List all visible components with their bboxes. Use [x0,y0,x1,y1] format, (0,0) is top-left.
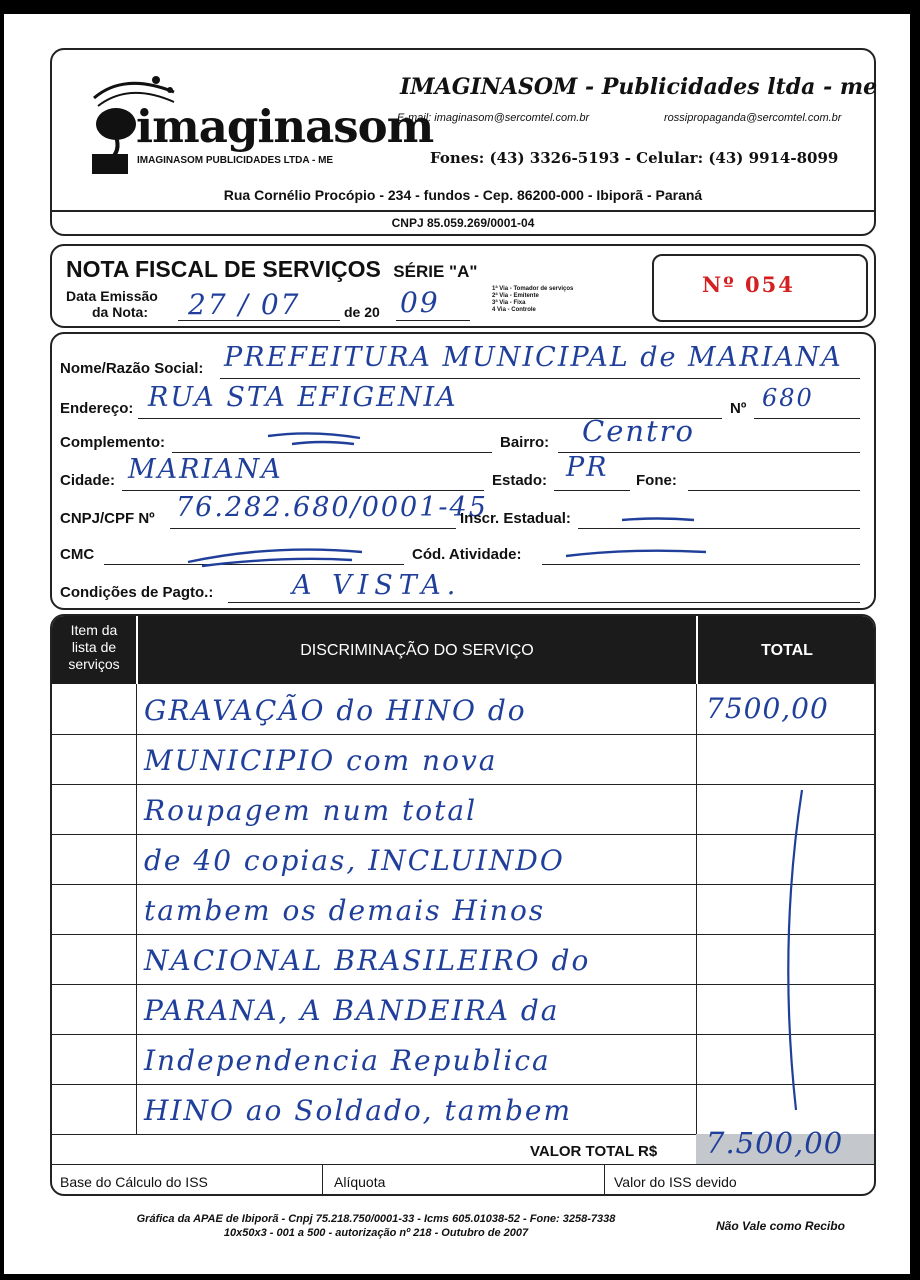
address-number-value: 680 [762,384,814,412]
cmc-label: CMC [60,546,95,563]
cnpj-cpf-label: CNPJ/CPF Nº [60,510,155,527]
copies-legend: 1ª Via - Tomador de serviços 2ª Via - Emitente 3ª Via - Fixa 4 Via - Controle [492,286,574,313]
invoice-title [66,256,477,283]
customer-name-value: PREFEITURA MUNICIPAL de MARIANA [224,342,843,373]
service-total-value: 7500,00 [706,692,829,725]
issue-date-value: 27 / 07 [188,288,301,321]
complement-label: Complemento: [60,434,165,451]
activity-code-label: Cód. Atividade: [412,546,522,563]
col-total-header: TOTAL [761,642,813,659]
state-registration-label: Inscr. Estadual: [460,510,571,527]
description-line: MUNICIPIO com nova [144,744,498,777]
header-divider [52,210,874,212]
invoice-number: Nº 054 [702,272,795,297]
invoice-title-box [50,244,876,328]
address-value: RUA STA EFIGENIA [148,382,458,413]
total-amount-value: 7.500,00 [706,1126,844,1160]
address-number-label: Nº [730,400,747,417]
not-valid-receipt: Não Vale como Recibo [716,1219,845,1233]
cnpj-cpf-value: 76.282.680/0001-45 [176,492,488,523]
printer-info: Gráfica da APAE de Ibiporã - Cnpj 75.218.750/0001-33 - Icms 605.01038-52 - Fone: 3258-7338 10x50x3 - 001 a 500 - autorização nº 218 - Outubro de 2007 [136,1213,616,1239]
description-line: PARANA, A BANDEIRA da [144,994,560,1027]
col-description-header: DISCRIMINAÇÃO DO SERVIÇO [300,642,534,659]
district-value: Centro [582,414,696,448]
company-address: Rua Cornélio Procópio - 234 - fundos - Cep. 86200-000 - Ibiporã - Paraná [223,187,703,203]
iss-base-label: Base do Cálculo do ISS [60,1174,208,1190]
phone-label: Fone: [636,472,677,489]
state-registration-dash [618,512,698,526]
logo-wordmark: imaginasom [136,100,434,153]
company-header [50,48,876,236]
total-amount-label: VALOR TOTAL R$ [530,1143,658,1160]
payment-terms-label: Condições de Pagto.: [60,584,214,601]
district-label: Bairro: [500,434,550,451]
city-label: Cidade: [60,472,116,489]
service-description [144,686,694,1136]
issue-year-value: 09 [400,286,440,319]
logo-subtitle: IMAGINASOM PUBLICIDADES LTDA - ME [137,155,334,166]
invoice-series: SÉRIE "A" [393,262,478,281]
issue-year-label: de 20 [344,304,380,320]
state-value: PR [566,452,609,483]
address-label: Endereço: [60,400,134,417]
invoice-title-text: NOTA FISCAL DE SERVIÇOS [66,256,381,282]
company-phones: Fones: (43) 3326-5193 - Celular: (43) 9914-8099 [430,149,839,167]
cmc-dash [182,542,372,568]
payment-terms-value: A VISTA. [292,570,462,601]
description-line: tambem os demais Hinos [144,894,546,927]
customer-box [50,332,876,610]
services-table [50,614,876,1196]
total-column-bracket [772,786,812,1116]
description-line: Independencia Republica [144,1044,551,1077]
activity-code-dash [562,544,712,562]
company-cnpj: CNPJ 85.059.269/0001-04 [391,216,535,230]
complement-dash [262,426,372,450]
col-item-header: Item da lista de serviços [68,622,120,672]
issue-date-label: Data Emissão da Nota: [66,288,158,320]
description-line: HINO ao Soldado, tambem [144,1094,573,1127]
iss-due-label: Valor do ISS devido [614,1174,737,1190]
state-label: Estado: [492,472,548,489]
description-line: Roupagem num total [144,794,478,827]
company-email-2: rossipropaganda@sercomtel.com.br [664,112,842,124]
table-header [52,616,874,684]
description-line: NACIONAL BRASILEIRO do [144,944,591,977]
number-box [652,254,868,322]
iss-rate-label: Alíquota [334,1174,386,1190]
description-line: GRAVAÇÃO do HINO do [144,694,527,727]
customer-name-label: Nome/Razão Social: [60,360,204,377]
company-email-1: E-mail: imaginasom@sercomtel.com.br [397,112,590,124]
company-name: IMAGINASOM - Publicidades ltda - me [400,74,878,100]
city-value: MARIANA [128,454,283,485]
description-line: de 40 copias, INCLUINDO [144,844,565,877]
